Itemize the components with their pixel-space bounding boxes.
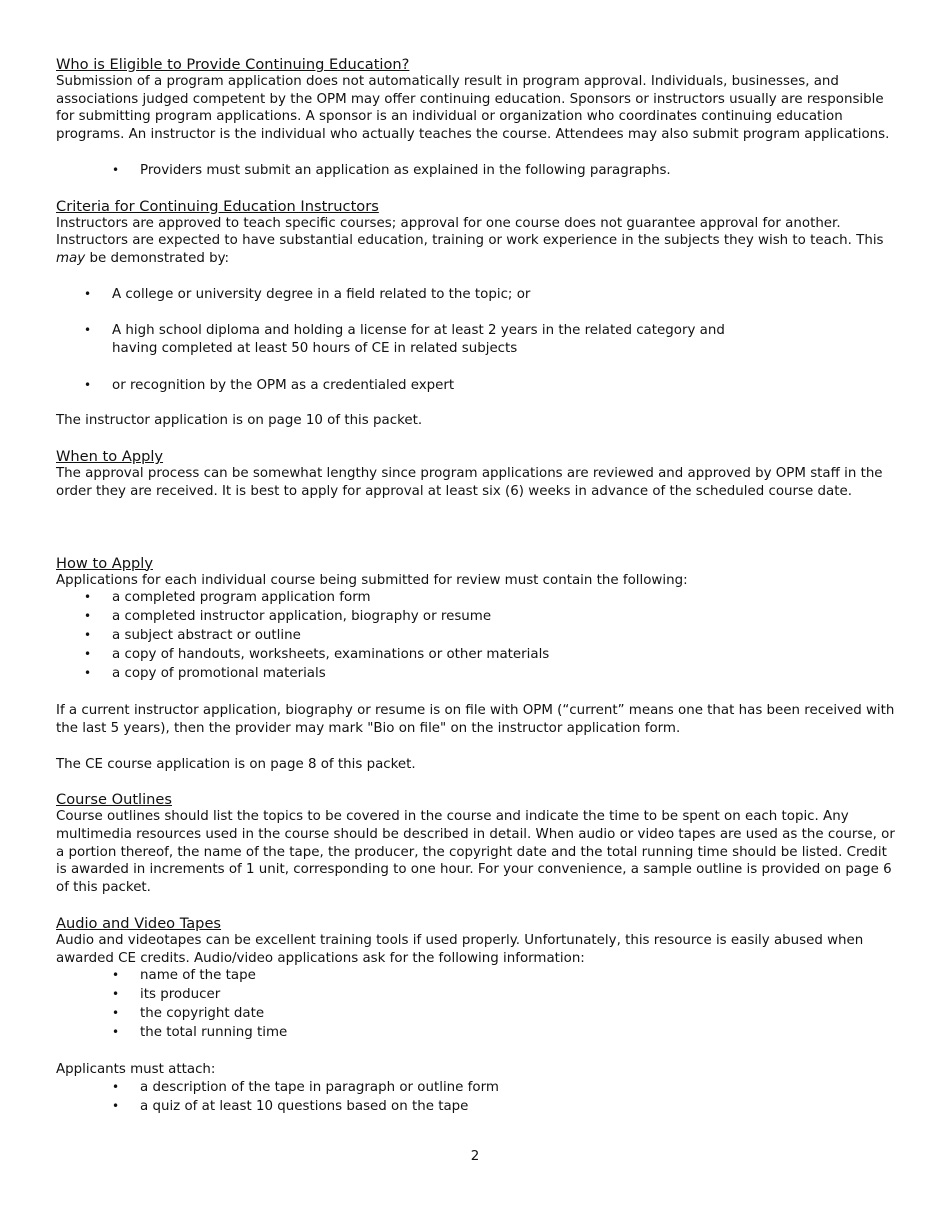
criteria-paragraph: Instructors are approved to teach specific courses; approval for one course does not guarantee approval for another. Instructors are expected to have substantial education, training or work experience in the subjects they wish to teach. This may be demonstrated by:: [56, 215, 884, 266]
tapes-bullet-list: [56, 967, 896, 1042]
bullet-icon: •: [112, 1006, 120, 1021]
list-item: • its producer: [112, 987, 221, 1003]
bullet-icon: •: [84, 590, 92, 605]
eligible-paragraph: Submission of a program application does not automatically result in program approval. Individuals, businesses, and associations judged competent by the OPM may offer continuing education. Sponsors or instructors usually are responsible for submitting program applications. A sponsor is an individual or organization who coordinates continuing education programs. An instructor is the individual who actually teaches the course. Attendees may also submit program applications.: [56, 74, 890, 143]
list-item: • A college or university degree in a field related to the topic; or: [84, 286, 531, 302]
list-item: • A high school diploma and holding a license for at least 2 years in the related category and having completed at least 50 hours of CE in related subjects: [84, 323, 725, 357]
list-item: • a completed instructor application, biography or resume: [84, 609, 492, 625]
list-item: • name of the tape: [112, 968, 256, 984]
bullet-icon: •: [84, 323, 92, 338]
bullet-icon: •: [112, 987, 120, 1002]
page-number: 2: [470, 1149, 480, 1164]
bullet-icon: •: [84, 286, 92, 301]
bullet-icon: •: [84, 377, 92, 392]
heading-when-to-apply: When to Apply: [56, 448, 164, 466]
how-intro: Applications for each individual course being submitted for review must contain the following:: [56, 572, 688, 588]
list-item: • a completed program application form: [84, 590, 371, 606]
bullet-icon: •: [84, 647, 92, 662]
heading-who-is-eligible: Who is Eligible to Provide Continuing Education?: [56, 56, 410, 73]
list-item: • or recognition by the OPM as a credentialed expert: [84, 377, 455, 393]
bullet-icon: •: [84, 609, 92, 624]
document-page: [56, 56, 896, 1117]
heading-criteria-instructors: Criteria for Continuing Education Instructors: [56, 197, 379, 215]
list-item: • Providers must submit an application as explained in the following paragraphs.: [112, 162, 671, 178]
bullet-icon: •: [112, 1098, 120, 1113]
list-item: • a subject abstract or outline: [84, 628, 301, 644]
how-bullet-list: [56, 589, 896, 683]
heading-audio-video-tapes: Audio and Video Tapes: [56, 914, 222, 932]
criteria-bullet-list: [56, 286, 896, 395]
outlines-paragraph: Course outlines should list the topics to be covered in the course and indicate the time to be spent on each topic. Any multimedia resources used in the course should be described in detail. When audio or video tapes are used as the course, or a portion thereof, the name of the tape, the producer, the copyright date and the total running time should be listed. Credit is awarded in increments of 1 unit, corresponding to one hour. For your convenience, a sample outline is provided on page 6 of this packet.: [56, 809, 895, 896]
bullet-icon: •: [112, 162, 120, 177]
attach-intro: Applicants must attach:: [56, 1062, 216, 1078]
heading-course-outlines: Course Outlines: [56, 791, 172, 809]
when-paragraph: The approval process can be somewhat lengthy since program applications are reviewed and approved by OPM staff in the order they are received. It is best to apply for approval at least six (6) weeks in advance of the scheduled course date.: [56, 466, 883, 499]
eligible-bullet-list: [56, 162, 896, 180]
emphasis-may: may: [56, 250, 86, 266]
bullet-icon: •: [112, 968, 120, 983]
course-application-note: The CE course application is on page 8 of this packet.: [56, 756, 416, 772]
list-item: • the copyright date: [112, 1006, 265, 1022]
list-item: • a copy of promotional materials: [84, 666, 326, 682]
list-item: • a copy of handouts, worksheets, examinations or other materials: [84, 647, 550, 663]
bio-on-file-note: If a current instructor application, biography or resume is on file with OPM (“current” means one that has been received with the last 5 years), then the provider may mark "Bio on file" on the instructor application form.: [56, 703, 895, 736]
bullet-icon: •: [84, 628, 92, 643]
bullet-icon: •: [84, 666, 92, 681]
instructor-application-note: The instructor application is on page 10 of this packet.: [56, 413, 423, 429]
bullet-icon: •: [112, 1079, 120, 1094]
list-item: • the total running time: [112, 1025, 288, 1041]
tapes-paragraph: Audio and videotapes can be excellent training tools if used properly. Unfortunately, this resource is easily abused when awarded CE credits. Audio/video applications ask for the following information:: [56, 932, 864, 966]
list-item: • a quiz of at least 10 questions based on the tape: [112, 1098, 469, 1114]
bullet-icon: •: [112, 1025, 120, 1040]
heading-how-to-apply: How to Apply: [56, 554, 153, 572]
attach-bullet-list: [56, 1079, 896, 1116]
list-item: • a description of the tape in paragraph or outline form: [112, 1079, 499, 1095]
